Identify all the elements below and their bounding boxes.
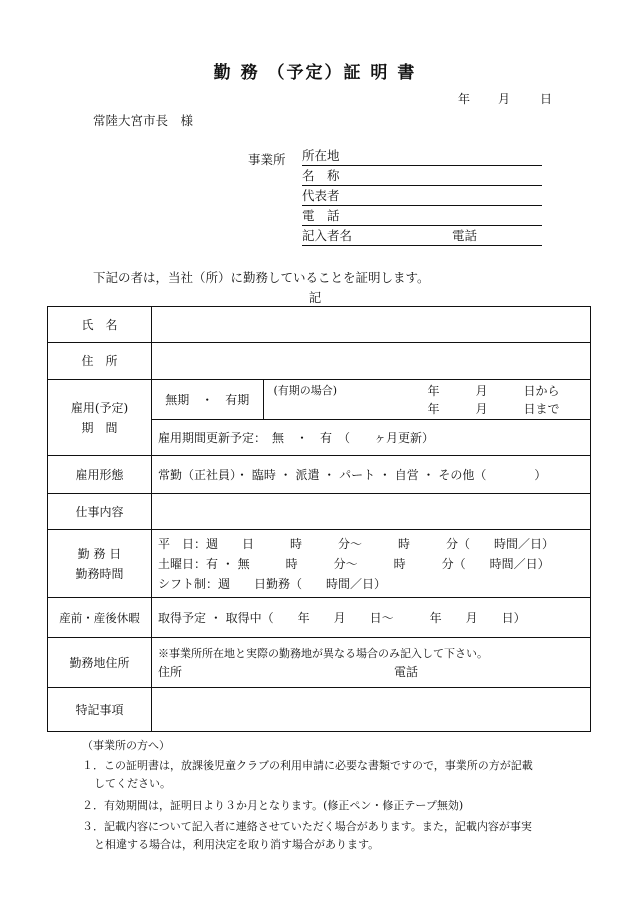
- table-row: [48, 638, 591, 688]
- workday-label-2: 勤務時間: [75, 566, 124, 581]
- note-1b: してください。: [94, 777, 171, 790]
- employment-period-label-1: 雇用(予定): [70, 400, 129, 415]
- leave-label: 産前・産後休暇: [48, 598, 152, 638]
- shift-line: シフト制：週 日勤務（ 時間／日）: [158, 576, 387, 591]
- recipient: 常陸大宮市長 様: [93, 113, 194, 128]
- office-location-label: 所在地: [302, 148, 340, 163]
- office-writer-label: 記入者名: [302, 228, 353, 243]
- date-month: 月: [498, 92, 511, 106]
- workplace-label: 勤務地住所: [48, 638, 152, 688]
- weekday-line: 平 日：週 日 時 分～ 時 分（ 時間／日）: [158, 536, 555, 551]
- notes-heading: （事業所の方へ）: [82, 739, 170, 752]
- table-row: [48, 688, 591, 732]
- document-title: 勤 務 （予定）証 明 書: [213, 63, 417, 83]
- leave-field[interactable]: 取得予定 ・ 取得中（ 年 月 日～ 年 月 日）: [152, 598, 591, 638]
- date-year: 年: [458, 92, 471, 106]
- table-row: [48, 494, 591, 530]
- workday-field[interactable]: [152, 530, 591, 598]
- note-2: ２．有効期間は，証明日より３か月となります。(修正ペン・修正テープ無効): [82, 799, 464, 812]
- remarks-field[interactable]: [152, 688, 591, 732]
- job-label: 仕事内容: [48, 494, 152, 530]
- table-row: [48, 598, 591, 638]
- date-day: 日: [540, 92, 553, 106]
- address-label: 住 所: [48, 343, 152, 380]
- address-field[interactable]: [152, 343, 591, 380]
- employment-table: [47, 306, 591, 732]
- note-1a: １．この証明書は，放課後児童クラブの利用申請に必要な書類ですので，事業所の方が記載: [82, 759, 533, 772]
- office-name-field[interactable]: [302, 168, 542, 186]
- employment-form-label: 雇用形態: [48, 456, 152, 494]
- workplace-phone-label: 電話: [394, 664, 419, 679]
- office-phone-field[interactable]: [302, 208, 542, 226]
- job-field[interactable]: [152, 494, 591, 530]
- employment-form-field[interactable]: 常勤（正社員）・ 臨時 ・ 派遣 ・ パート ・ 自営 ・ その他（ ）: [152, 456, 591, 494]
- employment-period-label-2: 期 間: [81, 420, 118, 435]
- office-name-label: 名 称: [302, 168, 340, 183]
- note-3b: と相違する場合は，利用決定を取り消す場合があります。: [94, 838, 380, 851]
- office-heading: 事業所: [248, 152, 286, 167]
- name-label: 氏 名: [48, 307, 152, 343]
- workplace-note: ※事業所所在地と実際の勤務地が異なる場合のみ記入して下さい。: [158, 646, 488, 660]
- workplace-address-label: 住所: [158, 664, 183, 679]
- office-location-field[interactable]: [302, 148, 542, 166]
- employment-period-inner: [152, 380, 590, 455]
- term-choice[interactable]: 無期 ・ 有期: [152, 380, 263, 419]
- table-row: [48, 380, 591, 456]
- workday-label-1: 勤 務 日: [77, 546, 122, 561]
- name-field[interactable]: [152, 307, 591, 343]
- office-phone-label: 電 話: [302, 208, 340, 223]
- note-3a: ３．記載内容について記入者に連絡させていただく場合があります。また，記載内容が事実: [82, 820, 532, 833]
- issue-date: [458, 90, 552, 107]
- office-writer-field[interactable]: [302, 228, 542, 246]
- table-row: [48, 456, 591, 494]
- term-from: 年 月 日から: [427, 384, 560, 398]
- table-row: [48, 307, 591, 343]
- office-representative-label: 代表者: [302, 188, 340, 203]
- ki-marker: 記: [308, 290, 322, 305]
- renewal-field[interactable]: 雇用期間更新予定： 無 ・ 有 （ ヶ月更新）: [152, 419, 590, 455]
- term-period-cell[interactable]: [263, 380, 590, 419]
- employment-period-label: [48, 380, 152, 456]
- table-row: [48, 530, 591, 598]
- term-note: (有期の場合): [273, 384, 338, 397]
- office-writer-phone-label: 電話: [452, 228, 478, 243]
- office-representative-field[interactable]: [302, 188, 542, 206]
- remarks-label: 特記事項: [48, 688, 152, 732]
- table-row: [48, 343, 591, 380]
- term-to: 年 月 日まで: [427, 402, 560, 416]
- certify-statement: 下記の者は，当社（所）に勤務していることを証明します。: [93, 270, 430, 285]
- employment-period-cell: [152, 380, 591, 456]
- workday-label: [48, 530, 152, 598]
- saturday-line: 土曜日：有 ・ 無 時 分～ 時 分（ 時間／日）: [158, 556, 550, 571]
- workplace-field[interactable]: [152, 638, 591, 688]
